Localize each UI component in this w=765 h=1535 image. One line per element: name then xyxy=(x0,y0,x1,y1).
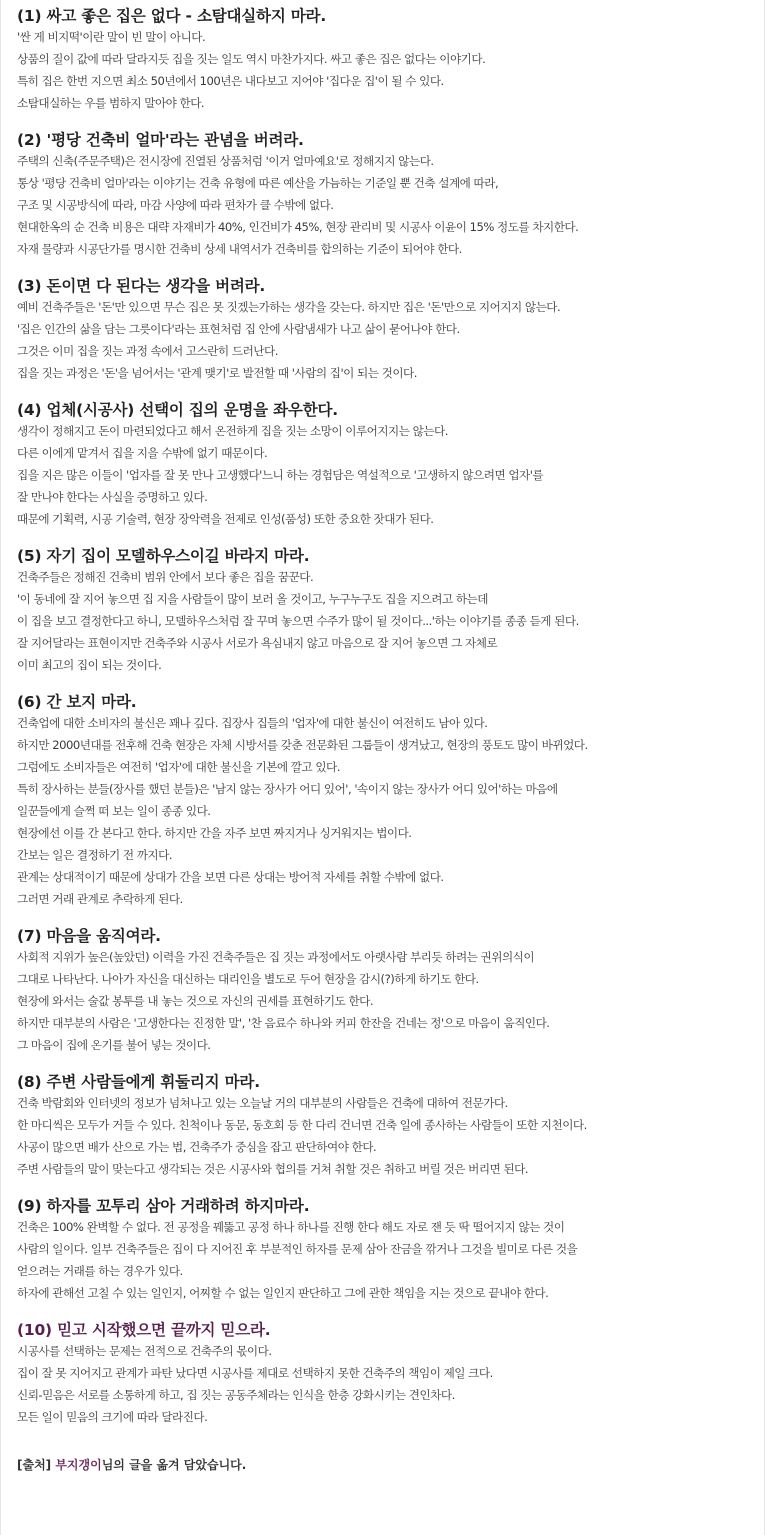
body-line: 잘 만나야 한다는 사실을 증명하고 있다. xyxy=(17,490,208,504)
body-line: 건축 박람회와 인터넷의 정보가 넘쳐나고 있는 오늘날 거의 대부분의 사람들은 건축에 대하여 전문가다. xyxy=(17,1096,508,1110)
body-line: 모든 일이 믿음의 크기에 따라 달라진다. xyxy=(17,1410,208,1424)
source-suffix: 님의 글을 옮겨 담았습니다. xyxy=(101,1458,247,1472)
body-line: 특히 집은 한번 지으면 최소 50년에서 100년은 내다보고 지어야 '집다운 집'이 될 수 있다. xyxy=(17,74,444,88)
section-heading: (6) 간 보지 마라. xyxy=(17,693,137,711)
section-9 xyxy=(17,1196,764,1304)
section-5 xyxy=(17,546,764,676)
body-line: 그러면 거래 관계로 추락하게 된다. xyxy=(17,892,183,906)
body-line: '집은 인간의 삶을 담는 그릇이다'라는 표현처럼 집 안에 사람냄새가 나고 삶이 묻어나야 한다. xyxy=(17,322,460,336)
section-1 xyxy=(17,6,764,114)
body-line: 시공사를 선택하는 문제는 전적으로 건축주의 몫이다. xyxy=(17,1344,272,1358)
body-line: 통상 '평당 건축비 얼마'라는 이야기는 건축 유형에 따른 예산을 가늠하는 기준일 뿐 건축 설계에 따라, xyxy=(17,176,499,190)
body-line: 건축업에 대한 소비자의 불신은 꽤나 깊다. 집장사 집들의 '업자'에 대한 불신이 여전히도 남아 있다. xyxy=(17,716,488,730)
body-line: 간보는 일은 결정하기 전 까지다. xyxy=(17,848,173,862)
section-heading: (9) 하자를 꼬투리 삼아 거래하려 하지마라. xyxy=(17,1197,310,1215)
body-line: 잘 지어달라는 표현이지만 건축주와 시공사 서로가 욕심내지 않고 마음으로 잘 지어 놓으면 그 자체로 xyxy=(17,636,498,650)
body-line: 예비 건축주들은 '돈'만 있으면 무슨 집은 못 짓겠는가하는 생각을 갖는다. 하지만 집은 '돈'만으로 지어지지 않는다. xyxy=(17,300,561,314)
body-line: 건축주들은 정해진 건축비 범위 안에서 보다 좋은 집을 꿈꾼다. xyxy=(17,570,314,584)
body-line: 소탐대실하는 우를 범하지 말아야 한다. xyxy=(17,96,205,110)
body-line: 구조 및 시공방식에 따라, 마감 사양에 따라 편차가 클 수밖에 없다. xyxy=(17,198,334,212)
section-4 xyxy=(17,400,764,530)
body-line: 이미 최고의 집이 되는 것이다. xyxy=(17,658,162,672)
section-heading: (10) 믿고 시작했으면 끝까지 믿으라. xyxy=(17,1321,271,1339)
section-heading: (4) 업체(시공사) 선택이 집의 운명을 좌우한다. xyxy=(17,401,338,419)
body-line: 주변 사람들의 말이 맞는다고 생각되는 것은 시공사와 협의를 거쳐 취할 것은 취하고 버릴 것은 버리면 된다. xyxy=(17,1162,529,1176)
body-line: 하자에 관해선 고칠 수 있는 일인지, 어찌할 수 없는 일인지 판단하고 그에 관한 책임을 지는 것으로 끝내야 한다. xyxy=(17,1286,549,1300)
body-line: 사회적 지위가 높은(높았던) 이력을 가진 건축주들은 집 짓는 과정에서도 아랫사람 부리듯 하려는 권위의식이 xyxy=(17,950,535,964)
body-line: 사람의 일이다. 일부 건축주들은 집이 다 지어진 후 부분적인 하자를 문제 삼아 잔금을 깎거나 그것을 빌미로 다른 것을 xyxy=(17,1242,578,1256)
section-heading: (8) 주변 사람들에게 휘둘리지 마라. xyxy=(17,1073,260,1091)
body-line: 현대한옥의 순 건축 비용은 대략 자재비가 40%, 인건비가 45%, 현장 관리비 및 시공사 이윤이 15% 정도를 차지한다. xyxy=(17,220,579,234)
body-line: 특히 장사하는 분들(장사를 했던 분들)은 '남지 않는 장사가 어디 있어', '속이지 않는 장사가 어디 있어'하는 마음에 xyxy=(17,782,558,796)
body-line: 한 마디씩은 모두가 거들 수 있다. 친척이나 동문, 동호회 등 한 다리 건너면 건축 일에 종사하는 사람들이 또한 지천이다. xyxy=(17,1118,587,1132)
body-line: 관계는 상대적이기 때문에 상대가 간을 보면 다른 상대는 방어적 자세를 취할 수밖에 없다. xyxy=(17,870,444,884)
body-line: 집을 지은 많은 이들이 '업자를 잘 못 만나 고생했다'느니 하는 경험담은 역설적으로 '고생하지 않으려면 업자'를 xyxy=(17,468,544,482)
body-line: 그럼에도 소비자들은 여전히 '업자'에 대한 불신을 기본에 깔고 있다. xyxy=(17,760,340,774)
body-line: 다른 이에게 맡겨서 집을 지을 수밖에 없기 때문이다. xyxy=(17,446,268,460)
section-6 xyxy=(17,692,764,910)
section-3 xyxy=(17,276,764,384)
body-line: 현장에 와서는 술값 봉투를 내 놓는 것으로 자신의 권세를 표현하기도 한다. xyxy=(17,994,374,1008)
body-line: 현장에선 이를 간 본다고 한다. 하지만 간을 자주 보면 짜지거나 싱거워지는 법이다. xyxy=(17,826,412,840)
body-line: 신뢰-믿음은 서로를 소통하게 하고, 집 짓는 공동주체라는 인식을 한층 강화시키는 견인차다. xyxy=(17,1388,455,1402)
body-line: 생각이 정해지고 돈이 마련되었다고 해서 온전하게 집을 짓는 소망이 이루어지지는 않는다. xyxy=(17,424,448,438)
body-line: 그것은 이미 집을 짓는 과정 속에서 고스란히 드러난다. xyxy=(17,344,278,358)
source-credit xyxy=(17,1456,764,1473)
body-line: 자재 물량과 시공단가를 명시한 건축비 상세 내역서가 건축비를 합의하는 기준이 되어야 한다. xyxy=(17,242,462,256)
source-label: [출처] xyxy=(17,1458,52,1472)
section-heading: (1) 싸고 좋은 집은 없다 - 소탐대실하지 마라. xyxy=(17,7,327,25)
body-line: 집을 짓는 과정은 '돈'을 넘어서는 '관계 맺기'로 발전할 때 '사람의 집'이 되는 것이다. xyxy=(17,366,417,380)
body-line: 때문에 기획력, 시공 기술력, 현장 장악력을 전제로 인성(품성) 또한 중요한 잣대가 된다. xyxy=(17,512,434,526)
body-line: '이 동네에 잘 지어 놓으면 집 지을 사람들이 많이 보러 올 것이고, 누구누구도 집을 지으려고 하는데 xyxy=(17,592,488,606)
section-heading: (5) 자기 집이 모델하우스이길 바라지 마라. xyxy=(17,547,310,565)
body-line: 상품의 질이 값에 따라 달라지듯 집을 짓는 일도 역시 마찬가지다. 싸고 좋은 집은 없다는 이야기다. xyxy=(17,52,486,66)
body-line: 하지만 대부분의 사람은 '고생한다는 진정한 말', '찬 음료수 하나와 커피 한잔을 건네는 정'으로 마음이 움직인다. xyxy=(17,1016,550,1030)
section-10 xyxy=(17,1320,764,1428)
section-heading: (2) '평당 건축비 얼마'라는 관념을 버려라. xyxy=(17,131,304,149)
body-line: '싼 게 비지떡'이란 말이 빈 말이 아니다. xyxy=(17,30,206,44)
body-line: 그 마음이 집에 온기를 불어 넣는 것이다. xyxy=(17,1038,211,1052)
body-line: 주택의 신축(주문주택)은 전시장에 진열된 상품처럼 '이거 얼마예요'로 정해지지 않는다. xyxy=(17,154,434,168)
body-line: 집이 잘 못 지어지고 관계가 파탄 났다면 시공사를 제대로 선택하지 못한 건축주의 책임이 제일 크다. xyxy=(17,1366,493,1380)
section-2 xyxy=(17,130,764,260)
section-7 xyxy=(17,926,764,1056)
section-heading: (7) 마음을 움직여라. xyxy=(17,927,161,945)
body-line: 일꾼들에게 슬쩍 떠 보는 일이 종종 있다. xyxy=(17,804,211,818)
body-line: 건축은 100% 완벽할 수 없다. 전 공정을 꿰뚫고 공정 하나 하나를 진행 한다 해도 자로 잰 듯 딱 떨어지지 않는 것이 xyxy=(17,1220,565,1234)
body-line: 사공이 많으면 배가 산으로 가는 법, 건축주가 중심을 잡고 판단하여야 한다. xyxy=(17,1140,377,1154)
body-line: 그대로 나타난다. 나아가 자신을 대신하는 대리인을 별도로 두어 현장을 감시(?)하게 하기도 한다. xyxy=(17,972,479,986)
section-8 xyxy=(17,1072,764,1180)
body-line: 얻으려는 거래를 하는 경우가 있다. xyxy=(17,1264,183,1278)
body-line: 하지만 2000년대를 전후해 건축 현장은 자체 시방서를 갖춘 전문화된 그룹들이 생겨났고, 현장의 풍토도 많이 바뀌었다. xyxy=(17,738,588,752)
section-heading: (3) 돈이면 다 된다는 생각을 버려라. xyxy=(17,277,266,295)
source-author-link[interactable]: 부지갱이 xyxy=(55,1458,102,1472)
body-line: 이 집을 보고 결정한다고 하니, 모델하우스처럼 잘 꾸며 놓으면 수주가 많이 될 것이다...'하는 이야기를 종종 듣게 된다. xyxy=(17,614,579,628)
